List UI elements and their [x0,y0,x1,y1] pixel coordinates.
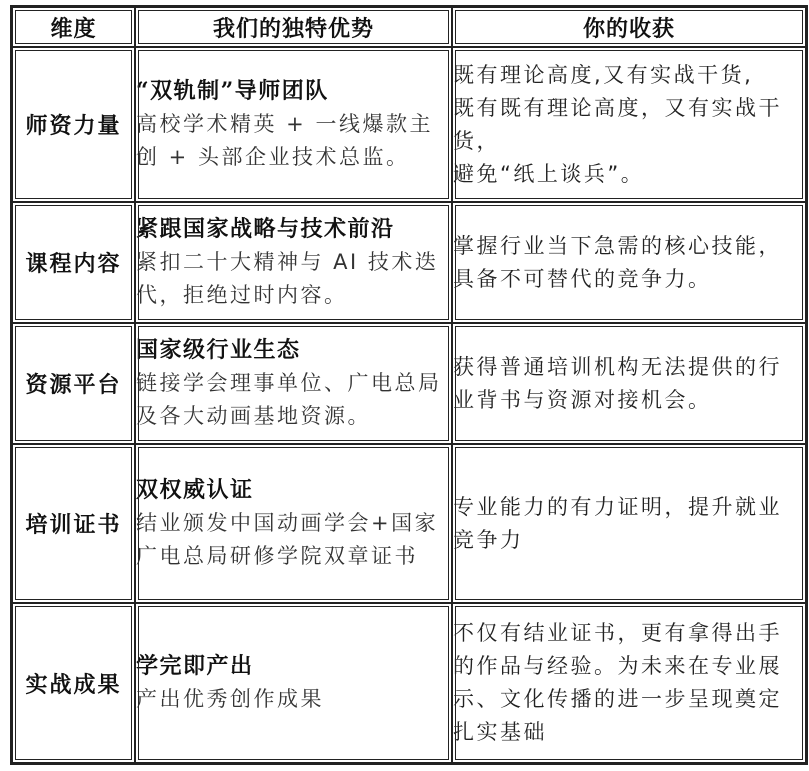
gain-line: 专业能力的有力证明，提升就业竞争力 [453,494,782,552]
gain-cell [452,202,806,323]
gain-cell [452,323,806,444]
gain-line: 既有既有理论高度，又有实战干货， [453,95,782,153]
advantage-title: 双权威认证 [136,477,254,503]
advantage-cell [135,603,452,763]
dimension-cell: 实战成果 [12,603,135,763]
gain-cell [452,444,806,603]
table-row [12,47,806,202]
dimension-cell: 师资力量 [12,47,135,202]
dimension-cell: 资源平台 [12,323,135,444]
table-row [12,202,806,323]
header-gain: 你的收获 [452,7,806,47]
dimension-cell: 课程内容 [12,202,135,323]
advantage-title: 学完即产出 [136,653,254,679]
advantage-title: 紧跟国家战略与技术前沿 [136,216,395,242]
header-dimension: 维度 [12,7,135,47]
advantages-table [10,5,808,765]
header-advantage: 我们的独特优势 [135,7,452,47]
advantage-body: 紧扣二十大精神与 AI 技术迭代，拒绝过时内容。 [136,250,439,307]
table-row [12,603,806,763]
advantage-title: 国家级行业生态 [136,337,301,363]
advantage-body: 高校学术精英 + 一线爆款主创 + 头部企业技术总监。 [136,112,433,169]
table-header-row [12,7,806,47]
gain-line: 不仅有结业证书，更有拿得出手的作品与经验。为未来在专业展示、文化传播的进一步呈现奠定扎实基础 [453,621,782,744]
dimension-cell: 培训证书 [12,444,135,603]
advantage-cell [135,323,452,444]
advantage-body: 链接学会理事单位、广电总局及各大动画基地资源。 [136,371,442,428]
table-row [12,444,806,603]
gain-line: 既有理论高度,又有实战干货, [453,62,754,87]
advantage-cell [135,202,452,323]
table-row [12,323,806,444]
gain-cell [452,603,806,763]
advantage-body: 结业颁发中国动画学会+国家广电总局研修学院双章证书 [136,511,439,568]
gain-line: 掌握行业当下急需的核心技能，具备不可替代的竞争力。 [453,233,782,291]
advantage-body: 产出优秀创作成果 [136,687,324,711]
gain-cell [452,47,806,202]
advantage-title: “双轨制”导师团队 [136,78,329,104]
gain-line: 避免“纸上谈兵”。 [453,161,645,186]
advantage-cell [135,47,452,202]
gain-line: 获得普通培训机构无法提供的行业背书与资源对接机会。 [453,354,782,412]
advantage-cell [135,444,452,603]
